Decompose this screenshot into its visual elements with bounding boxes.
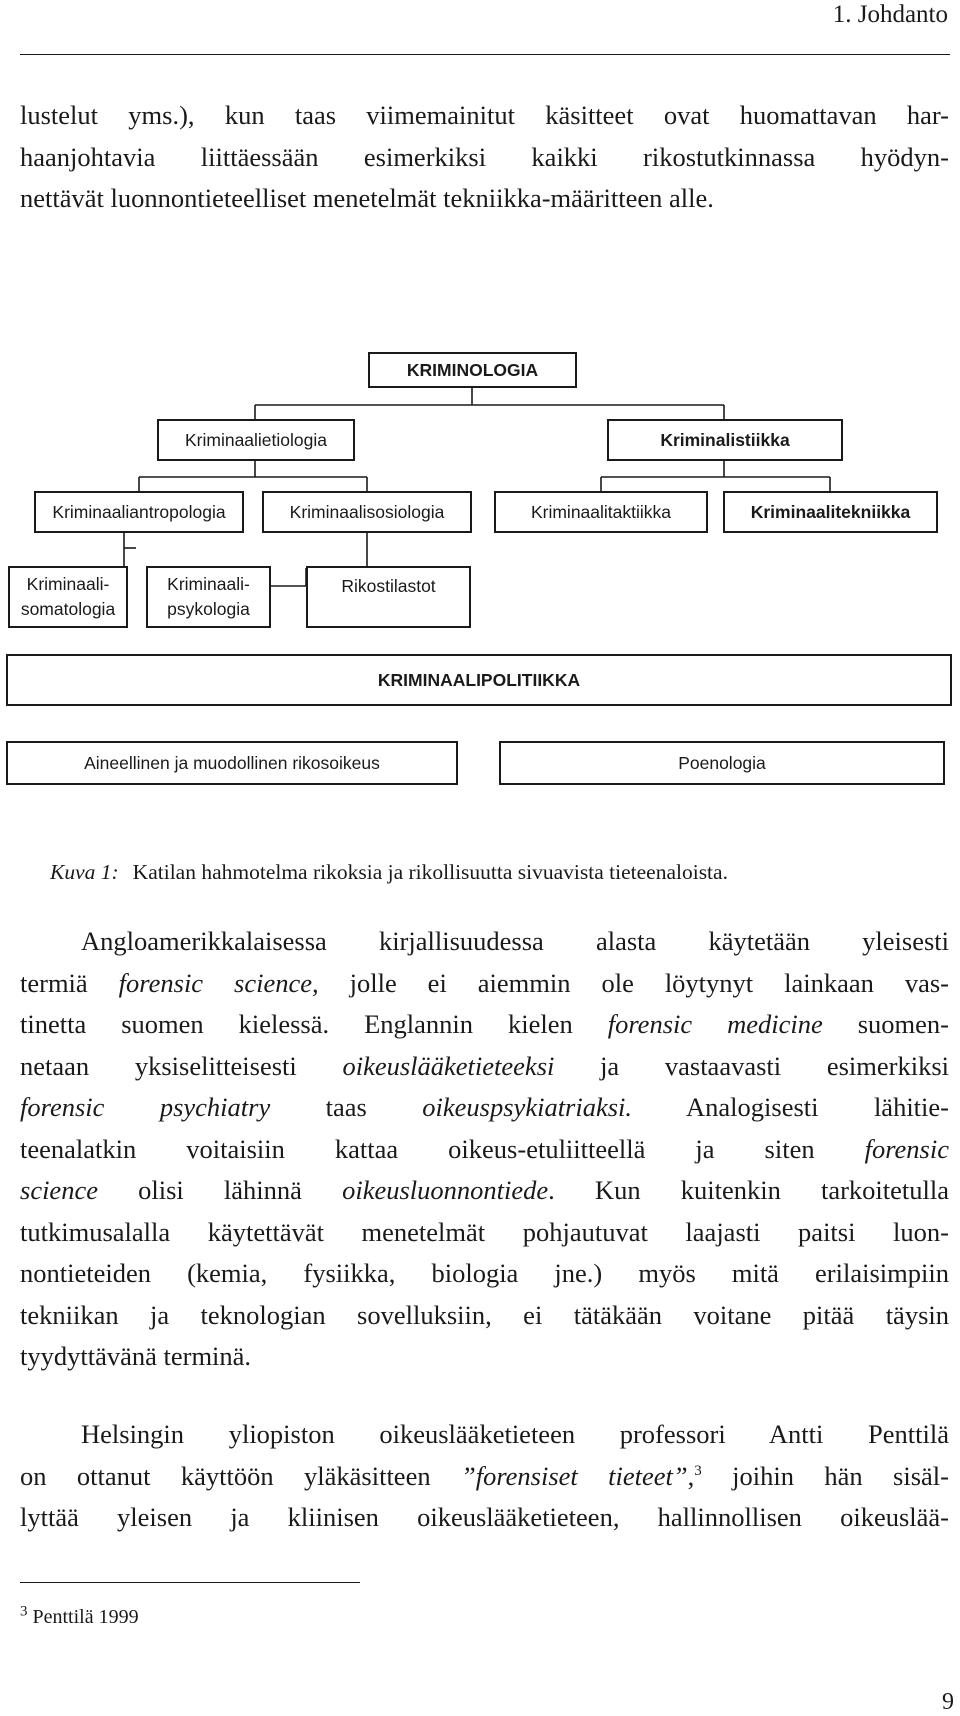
footnote-rule xyxy=(20,1582,360,1583)
diagram-box-policy: KRIMINAALIPOLITIIKKA xyxy=(6,654,952,706)
diagram-box-tactics: Kriminaalitaktiikka xyxy=(494,491,708,533)
text-line: tekniikan ja teknologian sovelluksiin, ei tätäkään voitane pitää täysin xyxy=(20,1299,949,1330)
diagram-box-somatology xyxy=(8,566,128,628)
footnote-marker: 3 xyxy=(20,1603,28,1620)
page-number: 9 xyxy=(942,1689,954,1715)
text-line: tyydyttävänä terminä. xyxy=(20,1341,252,1371)
diagram-box-anthropology: Kriminaaliantropologia xyxy=(34,491,244,533)
text-line: haanjohtavia liittäessään esimerkiksi kaikki rikostutkinnassa hyödyn- xyxy=(20,141,949,172)
figure-caption xyxy=(50,858,728,886)
text-line: Angloamerikkalaisessa kirjallisuudessa alasta käytetään yleisesti xyxy=(81,926,949,956)
footnote-text: Penttilä 1999 xyxy=(32,1606,139,1628)
intro-paragraph xyxy=(20,95,949,220)
paragraph-forensic-science xyxy=(20,921,949,1378)
footnote xyxy=(20,1603,139,1631)
text-line: Helsingin yliopiston oikeuslääketieteen professori Antti Penttilä xyxy=(81,1419,949,1449)
text-line: teenalatkin voitaisiin kattaa oikeus-etuliitteellä ja siten forensic xyxy=(20,1133,949,1164)
diagram-box-criminalistics: Kriminalistiikka xyxy=(607,419,843,461)
diagram-box-penology: Poenologia xyxy=(499,741,945,785)
diagram-box-criminal-law: Aineellinen ja muodollinen rikosoikeus xyxy=(6,741,458,785)
diagram-box-statistics: Rikostilastot xyxy=(306,566,471,628)
text-line: tinetta suomen kielessä. Englannin kielen forensic medicine suomen- xyxy=(20,1009,949,1039)
box-line: psykologia xyxy=(167,599,250,619)
text-line: nettävät luonnontieteelliset menetelmät tekniikka-määritteen alle. xyxy=(20,183,714,213)
text-line: termiä forensic science, jolle ei aiemmin ole löytynyt lainkaan vas- xyxy=(20,967,950,998)
text-line: on ottanut käyttöön yläkäsitteen ”forensiset tieteet”,$^3$ joihin hän sisäl- xyxy=(20,1460,949,1491)
diagram-box-psychology xyxy=(146,566,271,628)
footnote-reference: 3 xyxy=(694,1462,702,1479)
caption-label: Kuva 1: xyxy=(50,860,119,884)
box-line: Kriminaali- xyxy=(167,574,250,594)
text-line: lustelut yms.), kun taas viimemainitut käsitteet ovat huomattavan har- xyxy=(20,100,949,130)
text-line: lyttää yleisen ja kliinisen oikeuslääketieteen, hallinnollisen oikeuslää- xyxy=(20,1502,949,1532)
diagram-box-sociology: Kriminaalisosiologia xyxy=(262,491,472,533)
diagram-box-etiology: Kriminaalietiologia xyxy=(157,419,355,461)
running-head: 1. Johdanto xyxy=(832,1,948,28)
box-line: Kriminaali- xyxy=(26,574,110,594)
text-line: netaan yksiselitteisesti oikeuslääketieteeksi ja vastaavasti esimerkiksi xyxy=(20,1050,949,1081)
text-line: forensic psychiatry taas oikeuspsykiatriaksi. Analogisesti lähitie- xyxy=(20,1092,949,1122)
diagram-box-technics: Kriminaalitekniikka xyxy=(723,491,938,533)
paragraph-penttila xyxy=(20,1414,949,1539)
text-line: science olisi lähinnä oikeusluonnontiede. Kun kuitenkin tarkoitetulla xyxy=(20,1175,949,1205)
box-line: somatologia xyxy=(20,599,116,619)
caption-text: Katilan hahmotelma rikoksia ja rikollisuutta sivuavista tieteenaloista. xyxy=(132,860,728,884)
header-rule xyxy=(20,54,950,55)
diagram-box-criminology: KRIMINOLOGIA xyxy=(368,352,577,388)
text-line: nontieteiden (kemia, fysiikka, biologia jne.) myös mitä erilaisimpiin xyxy=(20,1258,949,1288)
text-line: tutkimusalalla käytettävät menetelmät pohjautuvat laajasti paitsi luon- xyxy=(20,1216,949,1247)
